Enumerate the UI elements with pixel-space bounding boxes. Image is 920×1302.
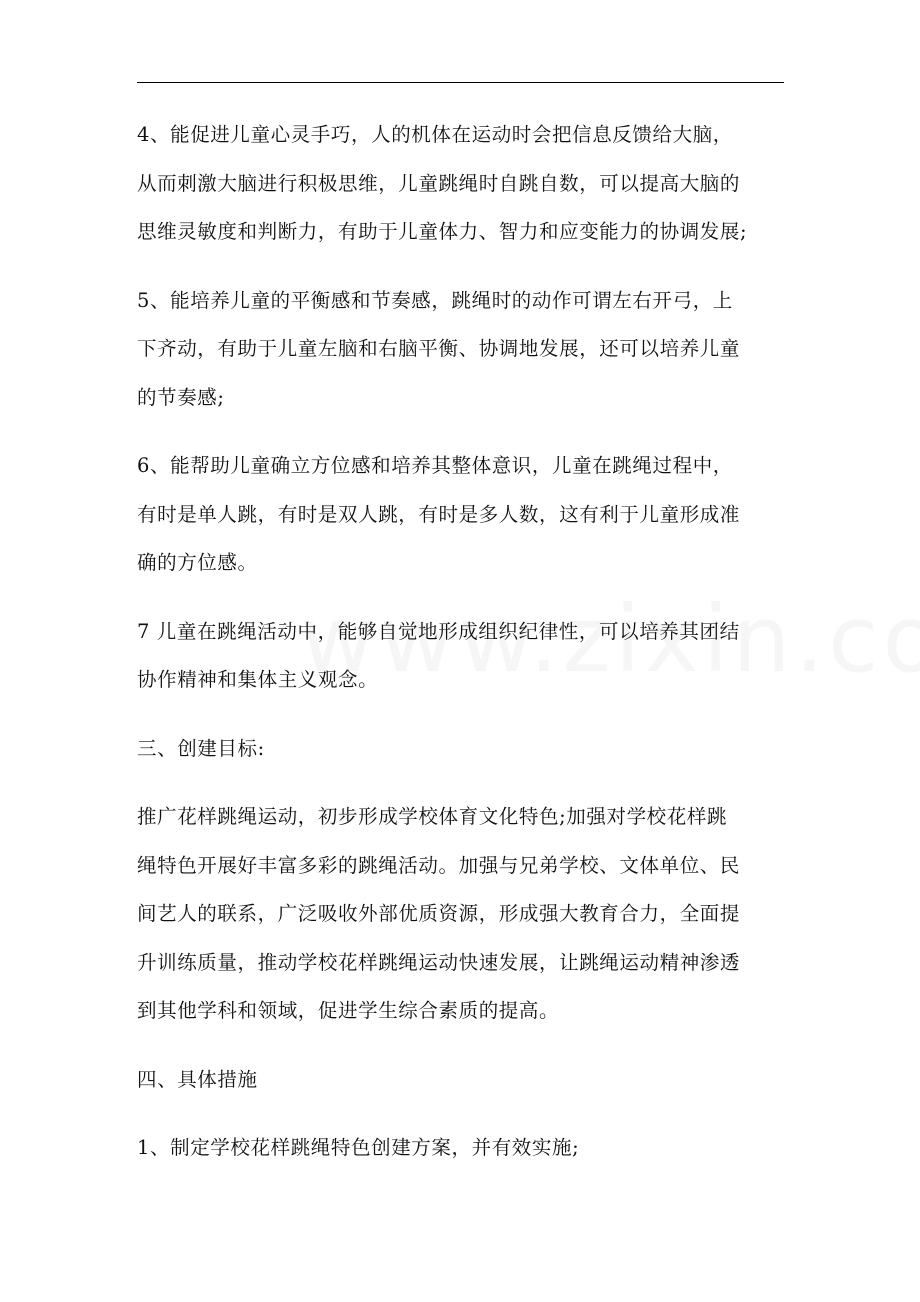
section-heading-goals (137, 725, 787, 774)
text-line: 升训练质量，推动学校花样跳绳运动快速发展，让跳绳运动精神渗透 (137, 950, 741, 974)
text-line: 思维灵敏度和判断力，有助于儿童体力、智力和应变能力的协调发展; (137, 220, 748, 243)
text-line: 5、能培养儿童的平衡感和节奏感，跳绳时的动作可谓左右开弓，上 (137, 288, 733, 312)
text-line: 三、创建目标: (137, 736, 265, 760)
header-rule (137, 82, 784, 83)
document-body (137, 111, 787, 1173)
text-line: 协作精神和集体主义观念。 (137, 668, 379, 691)
text-line: 7 儿童在跳绳活动中，能够自觉地形成组织纪律性，可以培养其团结 (137, 619, 740, 643)
text-line: 四、具体措施 (137, 1067, 258, 1091)
text-line: 6、能帮助儿童确立方位感和培养其整体意识，儿童在跳绳过程中， (137, 454, 733, 477)
text-line: 4、能促进儿童心灵手巧，人的机体在运动时会把信息反馈给大脑， (137, 123, 733, 146)
text-line: 从而刺激大脑进行积极思维，儿童跳绳时自跳自数，可以提高大脑的 (137, 171, 741, 195)
text-line: 下齐动，有助于儿童左脑和右脑平衡、协调地发展，还可以培养儿童 (137, 337, 741, 360)
text-line: 到其他学科和领域，促进学生综合素质的提高。 (137, 999, 560, 1022)
paragraph-item-6 (137, 442, 787, 588)
paragraph-measure-1 (137, 1124, 787, 1173)
text-line: 有时是单人跳，有时是双人跳，有时是多人数，这有利于儿童形成准 (137, 502, 741, 526)
text-line: 1、制定学校花样跳绳特色创建方案，并有效实施; (137, 1136, 580, 1159)
text-line: 绳特色开展好丰富多彩的跳绳活动。加强与兄弟学校、文体单位、民 (137, 853, 741, 877)
text-line: 间艺人的联系，广泛吸收外部优质资源，形成强大教育合力，全面提 (137, 902, 741, 925)
paragraph-goals (137, 793, 787, 1036)
section-heading-measures (137, 1056, 787, 1105)
paragraph-item-4 (137, 111, 787, 257)
text-line: 推广花样跳绳运动，初步形成学校体育文化特色;加强对学校花样跳 (137, 805, 728, 828)
paragraph-item-7 (137, 608, 787, 705)
text-line: 的节奏感; (137, 385, 225, 409)
paragraph-item-5 (137, 277, 787, 423)
text-line: 确的方位感。 (137, 551, 258, 574)
